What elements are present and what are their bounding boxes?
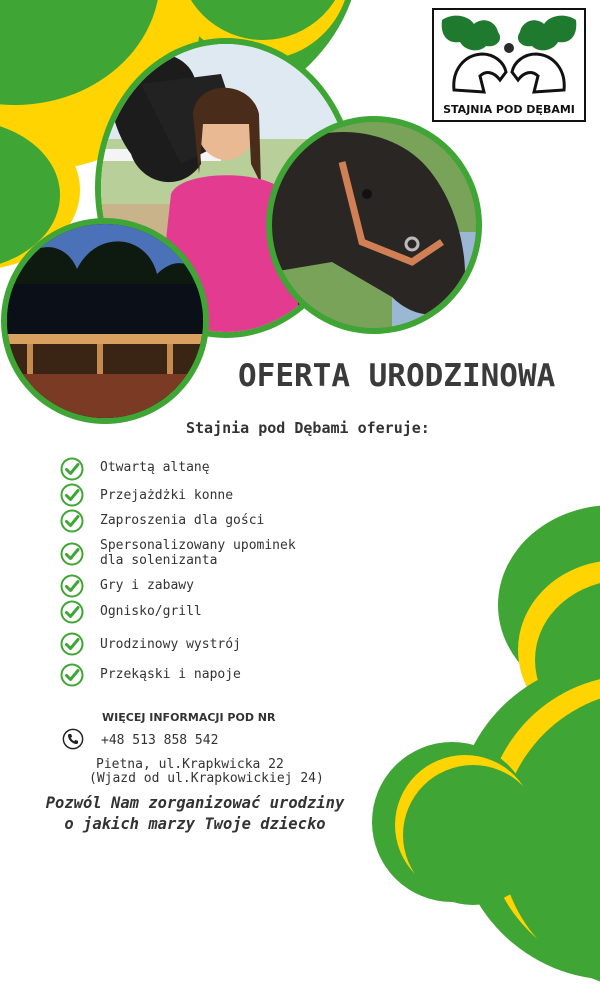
check-circle-icon [60,457,84,481]
feature-label: Przekąski i napoje [100,667,241,682]
gazebo-illustration [7,224,203,418]
slogan [0,793,390,835]
feature-label: Spersonalizowany upominek dla solenizanta [100,538,296,568]
phone-number[interactable]: +48 513 858 542 [101,733,219,748]
phone-icon [62,728,84,750]
address-line-1: Pietna, ul.Krapkwicka 22 [96,757,284,772]
feature-label: Przejażdżki konne [100,488,234,503]
slogan-line-1: Pozwól Nam zorganizować urodziny [45,794,345,812]
feature-label: Urodzinowy wystrój [100,637,241,652]
slogan-line-2: o jakich marzy Twoje dziecko [64,815,326,833]
decor-circle-bottom-small-green-2 [403,765,543,905]
feature-label: Zaproszenia dla gości [100,513,265,528]
list-item [60,483,233,507]
feature-label: Gry i zabawy [100,578,194,593]
feature-label: Otwartą altanę [100,460,210,475]
check-circle-icon [60,574,84,598]
check-circle-icon [60,509,84,533]
subheadline: Stajnia pod Dębami oferuje: [186,419,430,437]
oak-leaves-horses-icon [434,10,584,105]
address-line-2: (Wjazd od ul.Krapkowickiej 24) [89,771,324,786]
photo-horse-head [266,116,482,334]
contact-title: WIĘCEJ INFORMACJI POD NR [102,711,276,724]
check-circle-icon [60,663,84,687]
list-item [60,574,194,598]
page-title: OFERTA URODZINOWA [238,358,556,394]
logo [432,8,586,122]
list-item [60,509,264,533]
check-circle-icon [60,483,84,507]
photo-gazebo-night [1,218,209,424]
list-item [60,539,296,568]
list-item [60,600,202,624]
list-item [60,457,210,481]
feature-label: Ognisko/grill [100,604,202,619]
list-item [60,632,241,656]
horse-head-illustration [272,122,476,328]
check-circle-icon [60,542,84,566]
check-circle-icon [60,632,84,656]
check-circle-icon [60,600,84,624]
list-item [60,663,241,687]
logo-text: STAJNIA POD DĘBAMI [443,103,575,116]
